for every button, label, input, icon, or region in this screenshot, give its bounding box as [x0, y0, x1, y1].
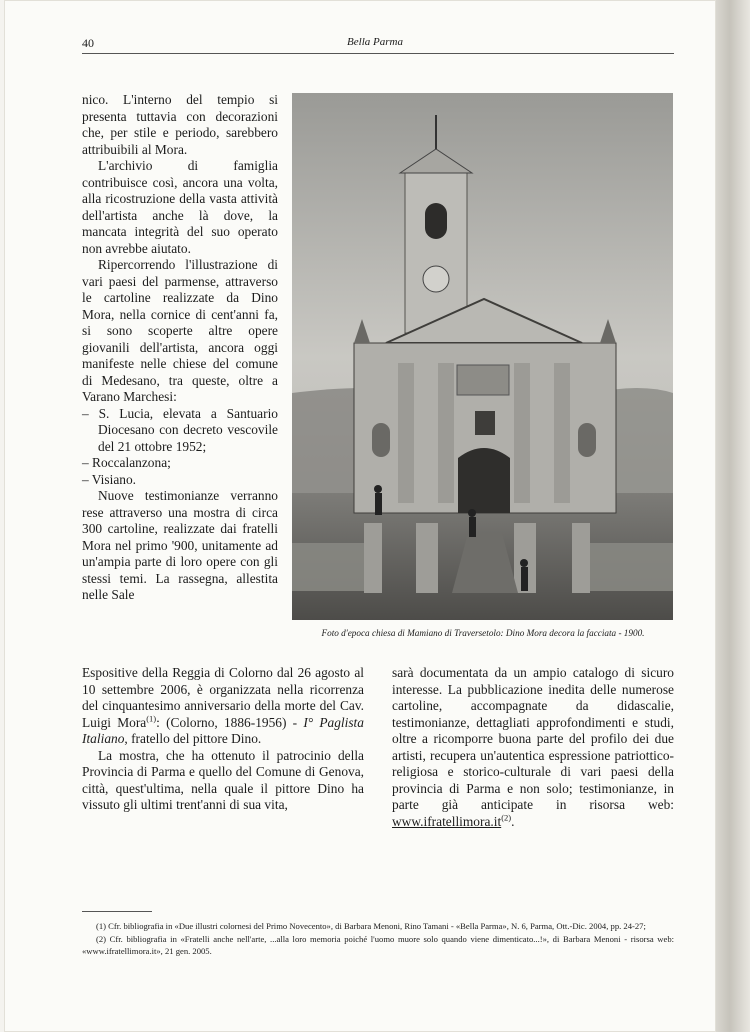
paragraph	[392, 665, 674, 830]
text-run: Espositive della Reggia di Colorno dal 26 agosto al 10 settembre 2006, è organizzata nella ricorrenza del cinquantesimo anniversario della morte del Cav. Luigi Mora	[82, 665, 364, 730]
header-rule	[82, 53, 674, 54]
footnotes	[82, 920, 674, 958]
italic-title: I° Paglista Italiano	[82, 714, 364, 746]
paragraph: nico. L'interno del tempio si presenta tuttavia con decorazioni che, per stile e periodo, sarebbero attribuibili al Mora.	[82, 92, 278, 157]
text-run: : (Colorno, 1886-1956) -	[156, 714, 304, 730]
left-column-text	[82, 92, 278, 604]
list-item: – S. Lucia, elevata a Santuario Diocesano con decreto vescovile del 21 ottobre 1952;	[82, 405, 278, 454]
church-photo	[292, 93, 673, 620]
book-edge	[716, 0, 750, 1032]
paragraph: La mostra, che ha ottenuto il patrocinio della Provincia di Parma e quello del Comune di Genova, città, quest'ultima, nella quale il pittore Dino ha vissuto gli ultimi trent'anni di sua vita,	[82, 747, 364, 812]
footnote-ref: (2)	[501, 812, 512, 823]
footnote: (1) Cfr. bibliografia in «Due illustri colornesi del Primo Novecento», di Barbara Menoni, Rino Tamani - «Bella Parma», N. 6, Parma, Ott.-Dic. 2004, pp. 24-27;	[96, 921, 646, 931]
bottom-right-column	[392, 665, 674, 830]
paragraph: Nuove testimonianze verranno rese attraverso una mostra di circa 300 cartoline, realizzate dai fratelli Mora nel primo '900, unitamente ad un'ampia parte di loro opere con gli stessi temi. La rassegna, allestita nelle Sale	[82, 488, 278, 602]
text-run: sarà documentata da un ampio catalogo di sicuro interesse. La pubblicazione inedita delle numerose cartoline, accompagnate da didascalie, testimonianze, dettagliati approfondimenti e studi, oltre a ricomporre buona parte del profilo dei due artisti, recupera un'autentica espressione patriottico-religiosa e storico-culturale di vari paesi della provincia di Parma e non solo; testimonianze, in parte già anticipate in risorsa web:	[392, 665, 674, 812]
paragraph	[82, 665, 364, 748]
bottom-left-column	[82, 665, 364, 814]
list-item: – Visiano.	[82, 471, 136, 487]
page-number: 40	[82, 36, 94, 50]
footnote-ref: (1)	[146, 713, 157, 724]
text-run: .	[511, 813, 515, 829]
paragraph: L'archivio di famiglia contribuisce così, ancora una volta, alla ricostruzione della vasta attività dell'artista anche là dove, la mancata integrità del suo operato non avrebbe aiutato.	[82, 158, 278, 256]
running-title: Bella Parma	[347, 36, 403, 48]
footnote: (2) Cfr. bibliografia in «Fratelli anche nell'arte, ...alla loro memoria poiché l'uomo muore solo quando viene dimenticato...!», di Barbara Menoni - risorsa web: «www.ifratellimora.it», 21 gen. 2005.	[82, 934, 674, 956]
paragraph: Ripercorrendo l'illustrazione di vari paesi del parmense, attraverso le cartoline realizzate da Dino Mora, nella cornice di cent'anni fa, si sono scoperte altre opere giovanili dell'artista, ancora oggi manifeste nelle chiese del comune di Medesano, tra queste, oltre a Varano Marchesi:	[82, 257, 278, 404]
footnote-rule	[82, 911, 152, 912]
list-item: – Roccalanzona;	[82, 455, 171, 470]
text-run: , fratello del pittore Dino.	[124, 731, 262, 746]
photo-caption: Foto d'epoca chiesa di Mamiano di Traversetolo: Dino Mora decora la facciata - 1900.	[321, 628, 645, 638]
website-link[interactable]: www.ifratellimora.it	[392, 813, 502, 829]
